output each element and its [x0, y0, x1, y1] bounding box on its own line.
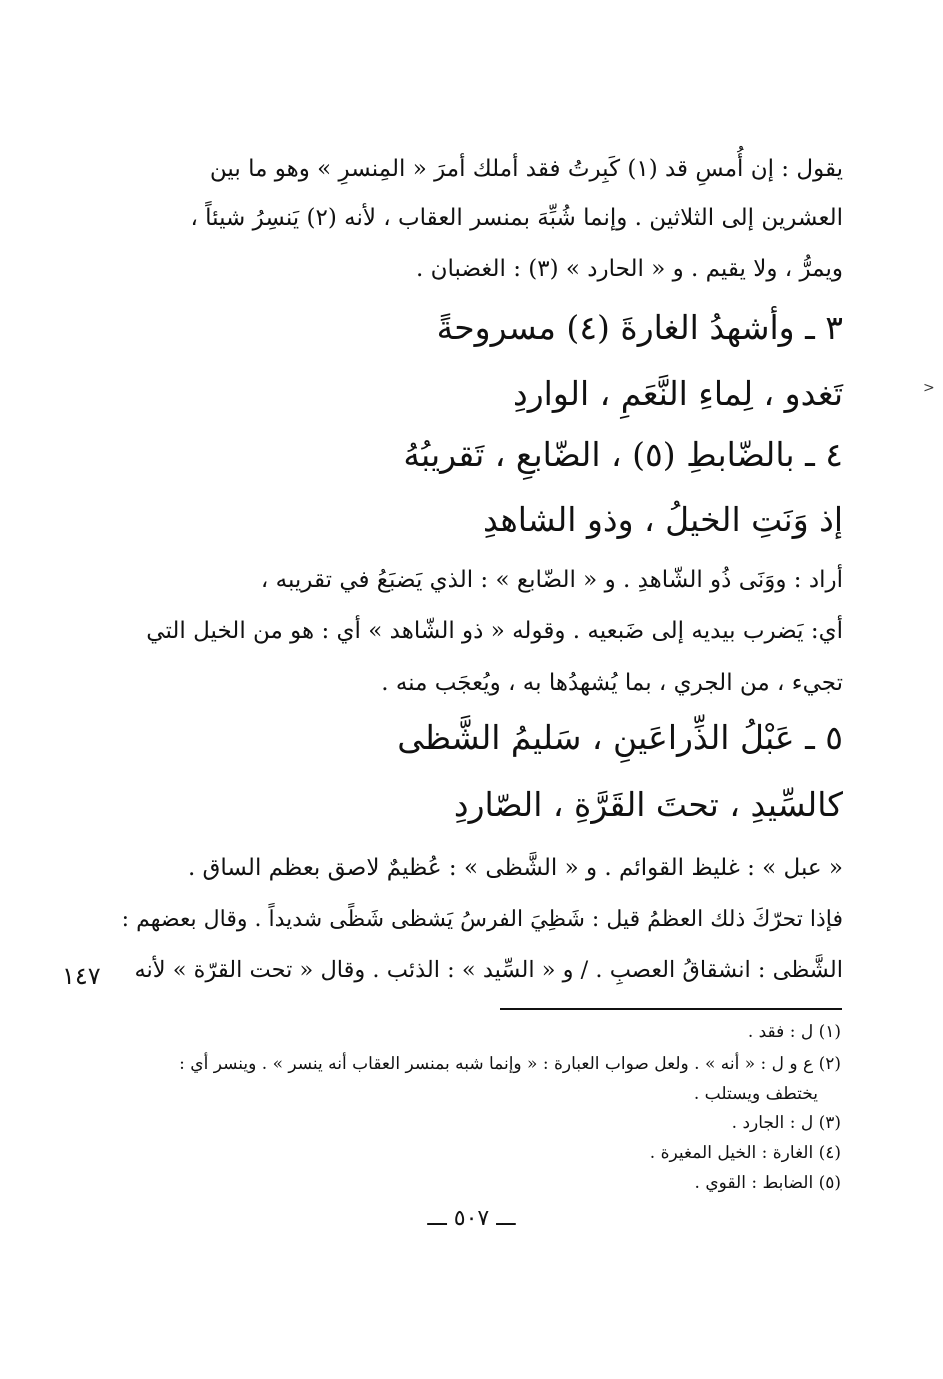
prose-line: الشَّظى : انشقاقُ العصبِ . / و « السِّيد » : الذئب . وقال « تحت القرّة » لأنه	[134, 957, 843, 983]
footnote-continuation: يختطف ويستلب .	[693, 1084, 818, 1104]
verse-line: ٥ ـ عَبْلُ الذِّراعَينِ ، سَليمُ الشَّظى	[397, 718, 843, 757]
verse-line: ٤ ـ بالضّابطِ (٥) ، الضّابعِ ، تَقريبُهُ	[403, 435, 843, 474]
verse-line: ٣ ـ وأشهدُ الغارةَ (٤) مسروحةً	[436, 308, 843, 347]
verse-line: تَغدو ، لِماءِ النَّعَمِ ، الواردِ	[513, 374, 843, 413]
footnote: (٣) ل : الجارد .	[731, 1113, 841, 1133]
footnote: (٤) الغارة : الخيل المغيرة .	[649, 1143, 841, 1163]
prose-line: أي: يَضرب بيديه إلى ضَبعيه . وقوله « ذو الشّاهد » أي : هو من الخيل التي	[146, 618, 843, 644]
footnote: (١) ل : فقد .	[747, 1022, 841, 1042]
footnote: (٥) الضابط : القوي .	[694, 1173, 841, 1193]
verse-line: كالسِّيدِ ، تحتَ القَرَّةِ ، الصّاردِ	[453, 785, 843, 824]
footnote: (٢) ع و ل : « أنه » . ولعل صواب العبارة : « وإنما شبه بمنسر العقاب أنه ينسر » . وينسر أي :	[179, 1054, 841, 1074]
side-mark: >	[923, 380, 935, 396]
footnote-divider	[500, 1008, 842, 1010]
page-number: ـــ ٥٠٧ ـــ	[427, 1206, 516, 1231]
prose-line: أراد : ووَنَى ذُو الشّاهدِ . و « الضّابع » : الذي يَضبَعُ في تقريبه ،	[260, 567, 843, 593]
prose-line: العشرين إلى الثلاثين . وإنما شُبِّهَ بمنسر العقاب ، لأنه (٢) يَنسِرُ شيئاً ،	[190, 205, 843, 231]
prose-line: فإذا تحرّكَ ذلك العظمُ قيل : شَظِيَ الفرسُ يَشظى شَظًى شديداً . وقال بعضهم :	[121, 907, 843, 932]
prose-line: « عبل » : غليظ القوائم . و « الشَّظى » : عُظيمٌ لاصق بعظم الساق .	[187, 855, 843, 881]
margin-manuscript-number: ١٤٧	[62, 962, 101, 990]
prose-line: يقول : إن أُمسِ قد (١) كَبِرتُ فقد أملك أمرَ « المِنسرِ » وهو ما بين	[209, 156, 843, 182]
prose-line: ويمرُّ ، ولا يقيم . و « الحارد » (٣) : الغضبان .	[416, 256, 843, 282]
prose-line: تجيء ، من الجري ، بما يُشهدُها به ، ويُعجَب منه .	[381, 670, 843, 696]
verse-line: إذ وَنَتِ الخيلُ ، وذو الشاهدِ	[483, 500, 843, 539]
